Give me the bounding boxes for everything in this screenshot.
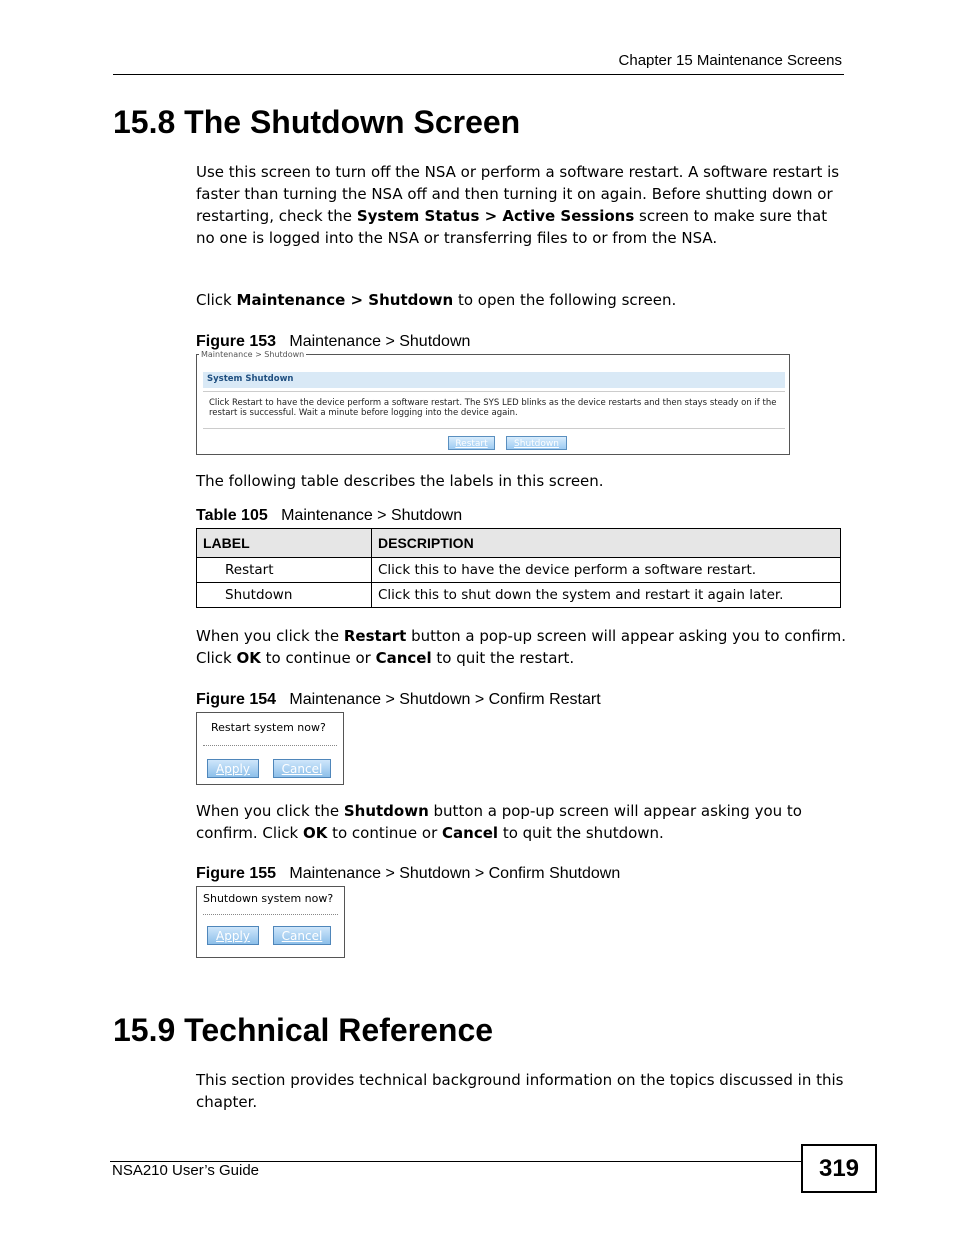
panel-description-line1: Click Restart to have the device perform a software restart. The SYS LED blinks as the device restarts and then stays steady on if the <box>209 398 777 408</box>
apply-button[interactable]: Apply <box>207 926 259 945</box>
table-header-row <box>197 529 841 558</box>
cancel-button[interactable]: Cancel <box>273 926 331 945</box>
apply-button[interactable]: Apply <box>207 759 259 778</box>
figure-154-caption: Figure 154 Maintenance > Shutdown > Confirm Restart <box>196 691 601 708</box>
figure-153-caption: Figure 153 Maintenance > Shutdown <box>196 333 471 350</box>
table-intro: The following table describes the labels in this screen. <box>196 472 604 490</box>
page-number: 319 <box>801 1144 877 1193</box>
divider <box>203 428 785 429</box>
technical-reference-intro: This section provides technical background information on the topics discussed in this chapter. <box>196 1071 844 1111</box>
footer-guide-title: NSA210 User’s Guide <box>112 1162 260 1179</box>
divider <box>203 391 785 392</box>
panel-description-line2: restart is successful. Wait a minute before logging into the device again. <box>209 408 518 418</box>
header-rule <box>113 74 844 75</box>
breadcrumb: Maintenance > Shutdown <box>201 350 305 359</box>
section-title: 15.9 Technical Reference <box>113 1012 494 1048</box>
restart-paragraph: When you click the Restart button a pop-up screen will appear asking you to confirm. Click OK to continue or Cancel to quit the restart. <box>196 627 846 667</box>
section-title: 15.8 The Shutdown Screen <box>113 104 521 140</box>
figure-155-dialog <box>196 886 345 958</box>
click-instruction: Click Maintenance > Shutdown to open the following screen. <box>196 291 677 309</box>
figure-155-caption: Figure 155 Maintenance > Shutdown > Confirm Shutdown <box>196 865 621 882</box>
row-label: Restart <box>197 558 372 583</box>
cancel-button[interactable]: Cancel <box>273 759 331 778</box>
intro-paragraph: Use this screen to turn off the NSA or perform a software restart. A software restart is faster than turning the NSA off and then turning it on again. Before shutting down or restarting, check the System Status > Active Sessions screen to make sure that no one is logged into the NSA or transferring files to or from the NSA. <box>196 163 840 247</box>
restart-button[interactable]: Restart <box>448 436 495 450</box>
header-description: DESCRIPTION <box>372 529 841 558</box>
labels-table <box>196 528 841 608</box>
table-105-caption: Table 105 Maintenance > Shutdown <box>196 507 463 524</box>
panel-title: System Shutdown <box>207 374 294 384</box>
table-row <box>197 583 841 608</box>
shutdown-paragraph: When you click the Shutdown button a pop-up screen will appear asking you to confirm. Click OK to continue or Cancel to quit the shutdown. <box>196 802 802 842</box>
restart-prompt: Restart system now? <box>211 721 326 734</box>
table-row <box>197 558 841 583</box>
row-label: Shutdown <box>197 583 372 608</box>
shutdown-button[interactable]: Shutdown <box>506 436 567 450</box>
divider <box>203 745 337 746</box>
row-description: Click this to shut down the system and restart it again later. <box>372 583 841 608</box>
divider <box>203 914 338 915</box>
figure-153-screenshot <box>196 350 790 455</box>
row-description: Click this to have the device perform a software restart. <box>372 558 841 583</box>
running-header: Chapter 15 Maintenance Screens <box>618 52 842 69</box>
header-label: LABEL <box>197 529 372 558</box>
figure-154-dialog <box>196 712 344 785</box>
shutdown-prompt: Shutdown system now? <box>203 892 334 905</box>
